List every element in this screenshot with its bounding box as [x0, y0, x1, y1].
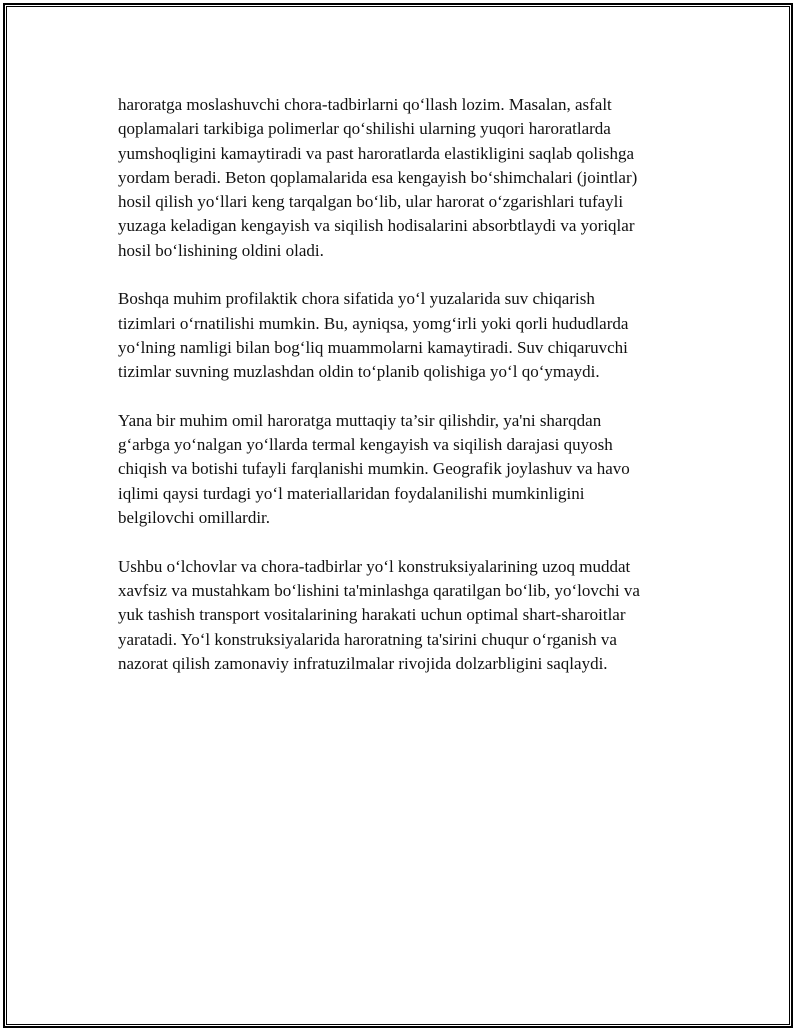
paragraph-4: Ushbu o‘lchovlar va chora-tadbirlar yo‘l konstruksiyalarining uzoq muddat xavfsiz va mustahkam bo‘lishini ta'minlashga qaratilgan bo‘lib, yo‘lovchi va yuk tashish transport vositalarining harakati uchun optimal shart-sharoitlar yaratadi. Yo‘l konstruksiyalarida haroratning ta'sirini chuqur o‘rganish va nazorat qilish zamonaviy infratuzilmalar rivojida dolzarbligini saqlaydi.: [118, 556, 640, 673]
paragraph-1: haroratga moslashuvchi chora-tadbirlarni qo‘llash lozim. Masalan, asfalt qoplamalari tarkibiga polimerlar qo‘shilishi ularning yuqori haroratlarda yumshoqligini kamaytiradi va past haroratlarda elastikligini saqlab qolishga yordam beradi. Beton qoplamalarida esa kengayish bo‘shimchalari (jointlar) hosil qilish yo‘llari keng tarqalgan bo‘lib, ular harorat o‘zgarishlari tufayli yuzaga keladigan kengayish va siqilish hodisalarini absorbtlaydi va yoriqlar hosil bo‘lishining oldini oladi.: [118, 95, 638, 260]
document-body: [118, 93, 698, 700]
paragraph-2: Boshqa muhim profilaktik chora sifatida yo‘l yuzalarida suv chiqarish tizimlari o‘rnatilishi mumkin. Bu, ayniqsa, yomg‘irli yoki qorli hududlarda yo‘lning namligi bilan bog‘liq muammolarni kamaytiradi. Suv chiqaruvchi tizimlar suvning muzlashdan oldin to‘planib qolishiga yo‘l qo‘ymaydi.: [118, 289, 629, 382]
paragraph-3: Yana bir muhim omil haroratga muttaqiy ta’sir qilishdir, ya'ni sharqdan g‘arbga yo‘nalgan yo‘llarda termal kengayish va siqilish darajasi quyosh chiqish va botishi tufayli farqlanishi mumkin. Geografik joylashuv va havo iqlimi qaysi turdagi yo‘l materiallaridan foydalanilishi mumkinligini belgilovchi omillardir.: [118, 410, 630, 528]
